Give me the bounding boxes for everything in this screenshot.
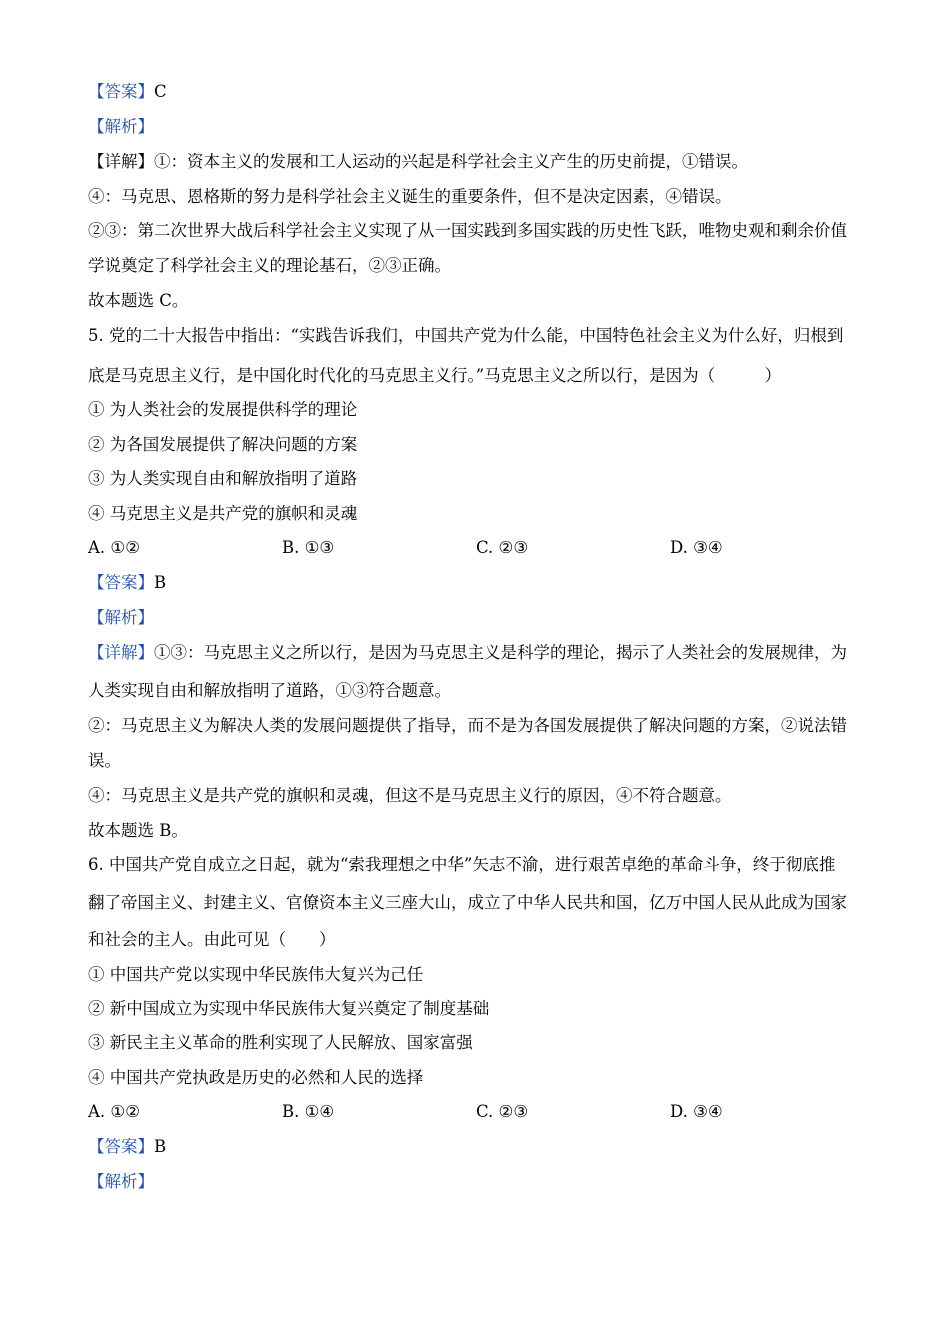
answer-line: [88, 82, 167, 102]
statement-item: ④ 马克思主义是共产党的旗帜和灵魂: [88, 504, 358, 523]
analysis-tag: 【解析】: [88, 117, 154, 136]
option-c: C. ②③: [476, 538, 529, 557]
detail-line: 人类实现自由和解放指明了道路，①③符合题意。: [88, 681, 451, 700]
statement-item: ① 为人类社会的发展提供科学的理论: [88, 400, 358, 419]
answer-tag: 【答案】: [88, 1137, 154, 1156]
conclusion-line: 故本题选 B。: [88, 821, 188, 840]
detail-line: 【详解】①③：马克思主义之所以行，是因为马克思主义是科学的理论，揭示了人类社会的发展规律，为: [88, 643, 847, 662]
analysis-tag: 【解析】: [88, 1172, 154, 1191]
answer-value: B: [154, 573, 167, 592]
statement-item: ④ 中国共产党执政是历史的必然和人民的选择: [88, 1068, 424, 1087]
statement-item: ③ 新民主主义革命的胜利实现了人民解放、国家富强: [88, 1033, 473, 1052]
conclusion-line: 故本题选 C。: [88, 291, 189, 310]
option-b: B. ①④: [282, 1102, 335, 1121]
detail-line: 学说奠定了科学社会主义的理论基石，②③正确。: [88, 256, 451, 275]
statement-item: ① 中国共产党以实现中华民族伟大复兴为己任: [88, 965, 424, 984]
answer-value: C: [154, 82, 167, 101]
answer-value: B: [154, 1137, 167, 1156]
detail-line: ②③：第二次世界大战后科学社会主义实现了从一国实践到多国实践的历史性飞跃，唯物史观和剩余价值: [88, 221, 847, 240]
option-a: A. ①②: [88, 538, 140, 557]
detail-line: 【详解】①：资本主义的发展和工人运动的兴起是科学社会主义产生的历史前提，①错误。: [88, 152, 748, 171]
option-b: B. ①③: [282, 538, 335, 557]
option-d: D. ③④: [670, 1102, 723, 1121]
answer-tag: 【答案】: [88, 573, 154, 592]
analysis-tag: 【解析】: [88, 608, 154, 627]
question-stem: 底是马克思主义行，是中国化时代化的马克思主义行。”马克思主义之所以行，是因为（ ）: [88, 366, 782, 385]
question-stem: 和社会的主人。由此可见（ ）: [88, 930, 336, 949]
statement-item: ② 为各国发展提供了解决问题的方案: [88, 435, 358, 454]
statement-item: ③ 为人类实现自由和解放指明了道路: [88, 469, 358, 488]
detail-line: ④：马克思主义是共产党的旗帜和灵魂，但这不是马克思主义行的原因，④不符合题意。: [88, 786, 732, 805]
question-stem: 6. 中国共产党自成立之日起，就为“索我理想之中华”矢志不渝，进行艰苦卓绝的革命斗争，终于彻底推: [88, 855, 836, 874]
answer-line: [88, 573, 166, 593]
answer-line: [88, 1137, 166, 1157]
option-a: A. ①②: [88, 1102, 140, 1121]
statement-item: ② 新中国成立为实现中华民族伟大复兴奠定了制度基础: [88, 999, 490, 1018]
detail-line: ②：马克思主义为解决人类的发展问题提供了指导，而不是为各国发展提供了解决问题的方案，②说法错: [88, 716, 847, 735]
answer-tag: 【答案】: [88, 82, 154, 101]
question-stem: 翻了帝国主义、封建主义、官僚资本主义三座大山，成立了中华人民共和国，亿万中国人民从此成为国家: [88, 893, 847, 912]
detail-line: ④：马克思、恩格斯的努力是科学社会主义诞生的重要条件，但不是决定因素，④错误。: [88, 187, 732, 206]
detail-tag: 【详解】: [88, 643, 154, 662]
option-d: D. ③④: [670, 538, 723, 557]
question-stem: 5. 党的二十大报告中指出：“实践告诉我们，中国共产党为什么能，中国特色社会主义为什么好，归根到: [88, 326, 844, 345]
detail-line: 误。: [88, 751, 121, 770]
option-c: C. ②③: [476, 1102, 529, 1121]
detail-tag: 【详解】: [88, 152, 154, 171]
